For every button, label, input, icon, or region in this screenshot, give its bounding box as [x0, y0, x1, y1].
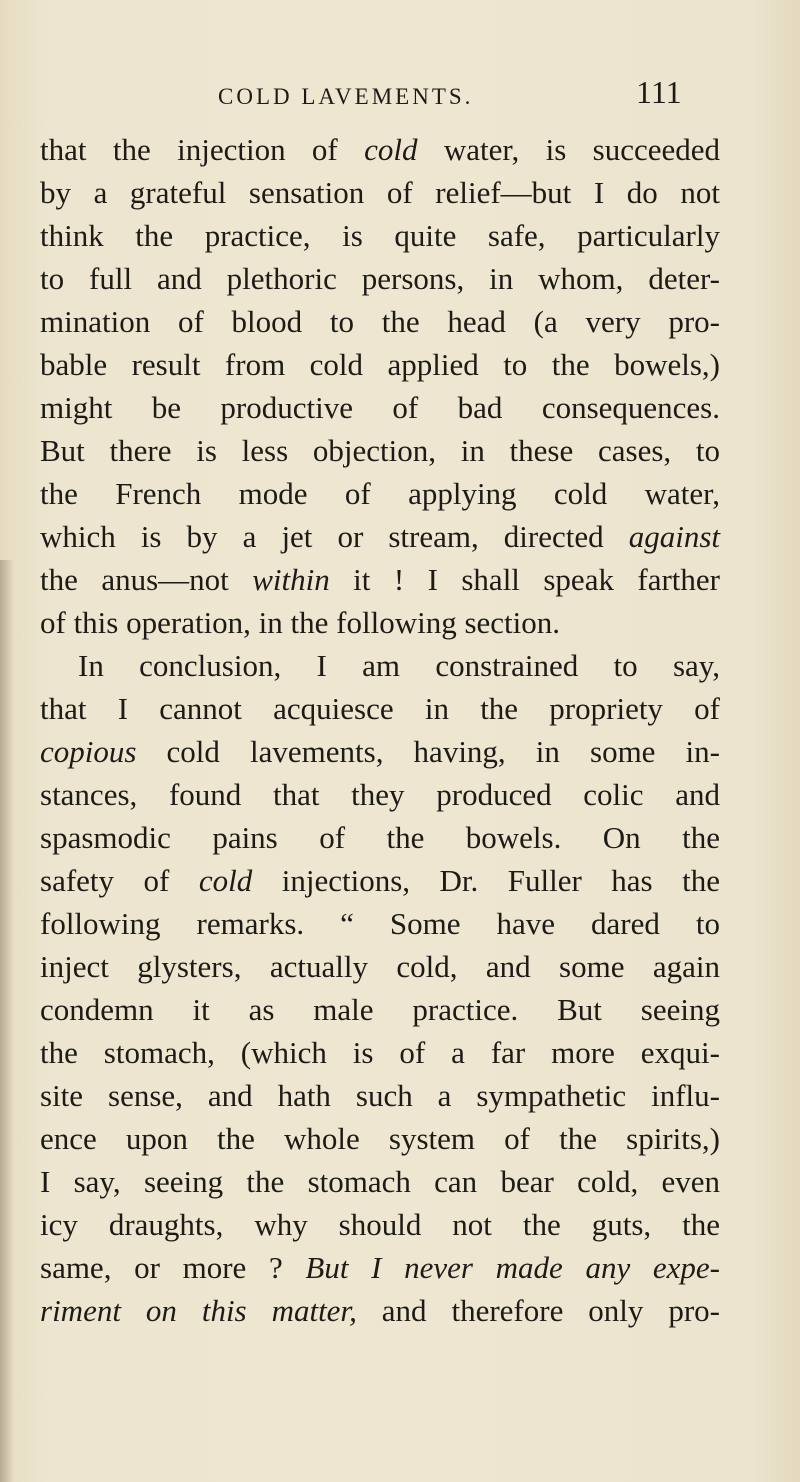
- text-line: [40, 818, 720, 858]
- text-line: [40, 947, 720, 987]
- text-line: [40, 474, 720, 514]
- text-run: same, or more ?: [40, 1250, 306, 1285]
- text-line: [40, 1291, 720, 1331]
- text-run: condemn it as male practice. But seeing: [40, 992, 720, 1027]
- text-run: bable result from cold applied to the bowels,): [40, 347, 720, 382]
- text-run: mination of blood to the head (a very pro-: [40, 304, 720, 339]
- text-run: of this operation, in the following section.: [40, 605, 561, 640]
- text-run: spasmodic pains of the bowels. On the: [40, 820, 720, 855]
- text-run: the stomach, (which is of a far more exqui-: [40, 1035, 720, 1070]
- text-run: icy draughts, why should not the guts, the: [40, 1207, 720, 1242]
- text-line: [40, 388, 720, 428]
- text-run: I say, seeing the stomach can bear cold, even: [40, 1164, 720, 1199]
- text-line: [40, 689, 720, 729]
- text-run: water, is succeeded: [417, 132, 720, 167]
- running-title: COLD LAVEMENTS.: [218, 84, 474, 109]
- text-run: In conclusion, I am constrained to say,: [78, 648, 720, 683]
- text-run: that I cannot acquiesce in the propriety of: [40, 691, 720, 726]
- text-line: [40, 173, 720, 213]
- text-run: think the practice, is quite safe, particularly: [40, 218, 720, 253]
- text-line: [40, 1162, 720, 1202]
- text-line: [78, 646, 720, 686]
- text-line: [40, 130, 720, 170]
- text-run: stances, found that they produced colic and: [40, 777, 720, 812]
- text-line: [40, 1248, 720, 1288]
- text-run: cold lavements, having, in some in-: [136, 734, 720, 769]
- text-line: [40, 603, 720, 643]
- text-run: it ! I shall speak farther: [329, 562, 720, 597]
- text-run: to full and plethoric persons, in whom, deter-: [40, 261, 720, 296]
- text-line: [40, 302, 720, 342]
- italic-text: copious: [40, 734, 137, 769]
- italic-text: cold: [364, 132, 418, 167]
- text-run: might be productive of bad consequences.: [40, 390, 720, 425]
- text-line: [40, 216, 720, 256]
- text-run: that the injection of: [40, 132, 365, 167]
- text-run: ence upon the whole system of the spirits,): [40, 1121, 720, 1156]
- text-run: which is by a jet or stream, directed: [40, 519, 629, 554]
- italic-text: riment on this matter,: [40, 1293, 357, 1328]
- text-run: But there is less objection, in these cases, to: [40, 433, 720, 468]
- text-run: site sense, and hath such a sympathetic influ-: [40, 1078, 720, 1113]
- italic-text: against: [628, 519, 720, 554]
- italic-text: But I never made any expe-: [305, 1250, 720, 1285]
- text-line: [40, 904, 720, 944]
- gutter-shadow: [0, 560, 14, 1482]
- text-line: [40, 1076, 720, 1116]
- text-line: [40, 1033, 720, 1073]
- text-run: injections, Dr. Fuller has the: [252, 863, 720, 898]
- text-run: following remarks. “ Some have dared to: [40, 906, 720, 941]
- text-run: inject glysters, actually cold, and some again: [40, 949, 720, 984]
- text-line: [40, 259, 720, 299]
- italic-text: within: [252, 562, 330, 597]
- text-line: [40, 775, 720, 815]
- text-run: the anus—not: [40, 562, 253, 597]
- text-line: [40, 560, 720, 600]
- text-line: [40, 732, 720, 772]
- text-line: [40, 1119, 720, 1159]
- page-number: 111: [636, 74, 682, 110]
- italic-text: cold: [198, 863, 253, 898]
- page-header: [0, 70, 800, 110]
- text-line: [40, 517, 720, 557]
- text-run: the French mode of applying cold water,: [40, 476, 720, 511]
- text-line: [40, 861, 720, 901]
- text-line: [40, 1205, 720, 1245]
- text-run: and therefore only pro-: [356, 1293, 720, 1328]
- text-line: [40, 990, 720, 1030]
- text-run: safety of: [40, 863, 199, 898]
- text-line: [40, 431, 720, 471]
- text-run: by a grateful sensation of relief—but I do not: [40, 175, 720, 210]
- text-line: [40, 345, 720, 385]
